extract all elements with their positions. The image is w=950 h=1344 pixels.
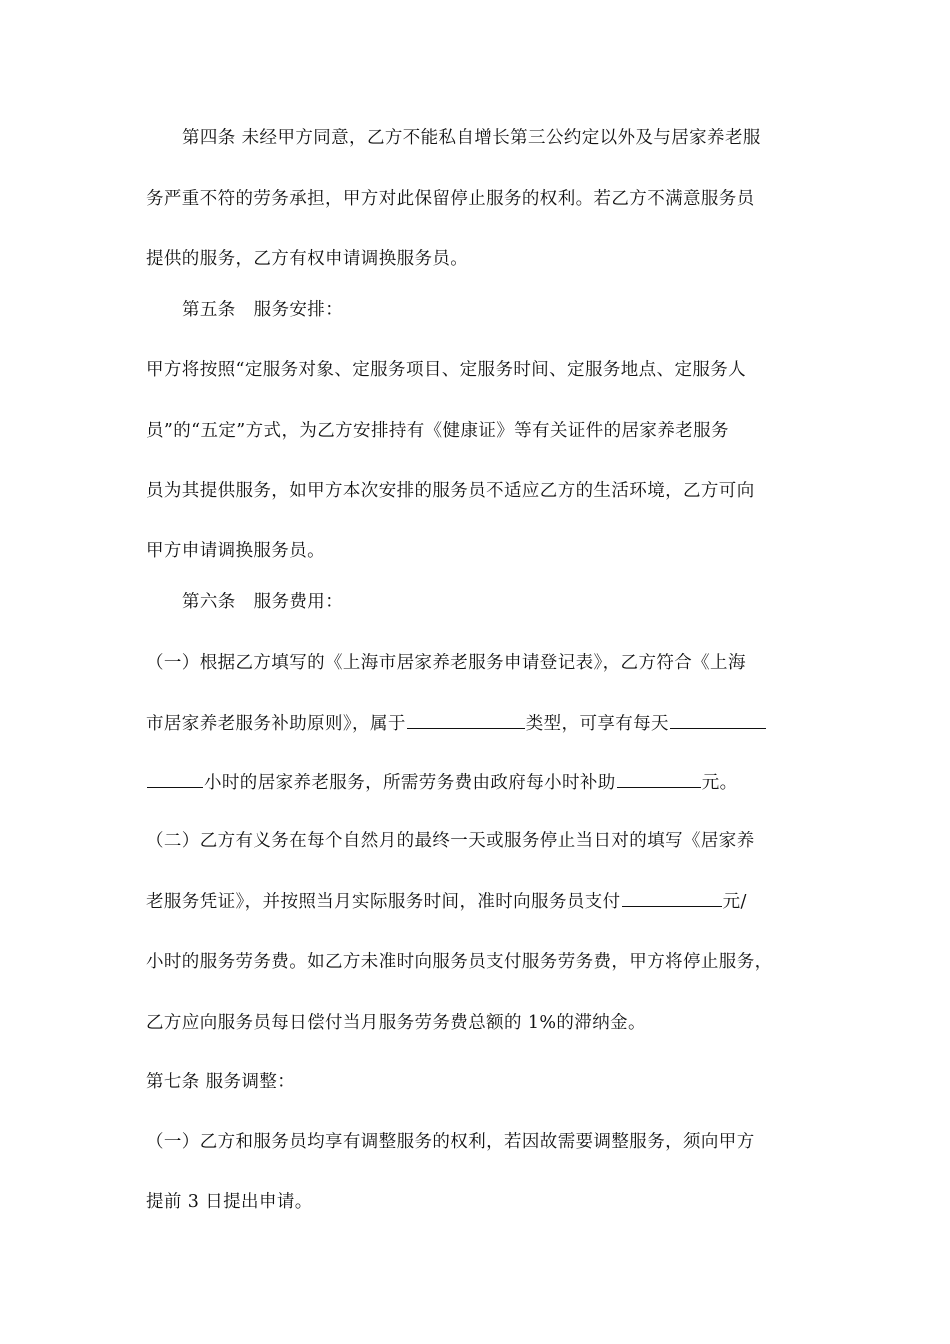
article7-p1-line2: 提前 3 日提出申请。 [146, 1192, 313, 1212]
article5-line3: 员为其提供服务，如甲方本次安排的服务员不适应乙方的生活环境，乙方可向 [146, 481, 755, 501]
article6-p2-line2 [146, 889, 816, 914]
article6-p1-line1: （一）根据乙方填写的《上海市居家养老服务申请登记表》，乙方符合《上海 [146, 653, 746, 673]
article6-p1-line3-b: 元。 [701, 773, 738, 793]
article7-title: 第七条 服务调整： [146, 1072, 296, 1092]
article6-p1-line2-a: 市居家养老服务补助原则》，属于 [146, 714, 406, 734]
article5-line1: 甲方将按照“定服务对象、定服务项目、定服务时间、定服务地点、定服务人 [146, 360, 747, 380]
article5-line2: 员”的“五定”方式，为乙方安排持有《健康证》等有关证件的居家养老服务 [146, 421, 729, 441]
article6-p1-line2 [146, 711, 816, 736]
article6-p2-line3: 小时的服务劳务费。如乙方未准时向服务员支付服务劳务费，甲方将停止服务， [146, 952, 773, 972]
article7-p1-line1: （一）乙方和服务员均享有调整服务的权利，若因故需要调整服务，须向甲方 [146, 1132, 755, 1152]
article6-p2-line1: （二）乙方有义务在每个自然月的最终一天或服务停止当日对的填写《居家养 [146, 831, 755, 851]
article6-p2-line4: 乙方应向服务员每日偿付当月服务劳务费总额的 1%的滞纳金。 [146, 1013, 646, 1033]
hourly-fee-blank[interactable] [622, 889, 722, 907]
article4-line2: 务严重不符的劳务承担，甲方对此保留停止服务的权利。若乙方不满意服务员 [146, 189, 755, 209]
daily-hours-blank-b[interactable] [147, 770, 203, 788]
subsidy-blank[interactable] [617, 770, 701, 788]
article6-p1-line2-b: 类型，可享有每天 [525, 714, 669, 734]
article6-p1-line3-a: 小时的居家养老服务，所需劳务费由政府每小时补助 [204, 773, 616, 793]
article6-p2-line2-a: 老服务凭证》，并按照当月实际服务时间，准时向服务员支付 [146, 892, 621, 912]
article6-p1-line3 [146, 770, 816, 795]
article5-title: 第五条 服务安排： [182, 300, 344, 320]
article4-line1: 第四条 未经甲方同意，乙方不能私自增长第三公约定以外及与居家养老服 [182, 128, 761, 148]
article6-p2-line2-b: 元/ [722, 892, 747, 912]
article5-line4: 甲方申请调换服务员。 [146, 541, 325, 561]
article4-line3: 提供的服务，乙方有权申请调换服务员。 [146, 249, 469, 269]
type-blank[interactable] [407, 711, 525, 729]
daily-hours-blank-a[interactable] [670, 711, 766, 729]
article6-title: 第六条 服务费用： [182, 592, 344, 612]
